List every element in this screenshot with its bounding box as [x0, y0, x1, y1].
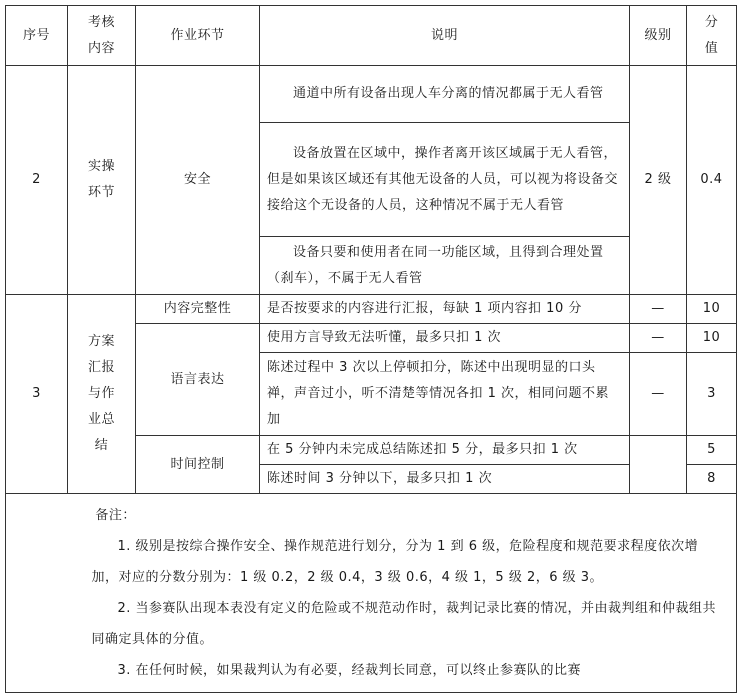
row-seq: 3 [6, 295, 68, 494]
row-content-line: 汇报 [87, 360, 115, 375]
row-desc: 设备放置在区域中，操作者离开该区域属于无人看管，但是如果该区域还有其他无设备的人员，可以视为将设备交接给这个无设备的人员，这种情况不属于无人看管 [260, 123, 630, 237]
row-content [68, 66, 136, 295]
header-content [68, 6, 136, 66]
row-desc: 在 5 分钟内未完成总结陈述扣 5 分，最多只扣 1 次 [260, 436, 630, 465]
row-content-line: 环节 [87, 185, 115, 200]
note-item: 1. 级别是按综合操作安全、操作规范进行划分，分为 1 到 6 级，危险程度和规范要求程度依次增加，对应的分数分别为：1 级 0.2，2 级 0.4，3 级 0.6，4 级 1，5 级 2，6 级 3。 [91, 539, 699, 585]
notes-cell [68, 494, 737, 693]
row-content [68, 295, 136, 494]
notes-row [6, 494, 737, 693]
row-score: 0.4 [687, 66, 737, 295]
row-desc: 使用方言导致无法听懂，最多只扣 1 次 [260, 324, 630, 353]
row-step: 内容完整性 [136, 295, 260, 324]
notes-spacer [6, 494, 68, 693]
header-desc: 说明 [260, 6, 630, 66]
header-row [6, 6, 737, 66]
row-score: 3 [687, 353, 737, 436]
header-score [687, 6, 737, 66]
header-level: 级别 [630, 6, 687, 66]
row-level: — [630, 295, 687, 324]
row-desc: 陈述时间 3 分钟以下，最多只扣 1 次 [260, 465, 630, 494]
table-row [6, 295, 737, 324]
row-score: 5 [687, 436, 737, 465]
header-content-line: 考核 [87, 14, 115, 30]
assessment-table [5, 5, 737, 693]
row-content-line: 方案 [87, 334, 115, 349]
row-content-line: 实操 [87, 159, 115, 174]
header-score-line: 分 [704, 14, 719, 30]
row-desc: 通道中所有设备出现人车分离的情况都属于无人看管 [260, 66, 630, 123]
row-level [630, 436, 687, 494]
header-content-line: 内容 [87, 40, 115, 56]
row-content-line: 与作 [87, 386, 115, 401]
header-step: 作业环节 [136, 6, 260, 66]
row-score: 8 [687, 465, 737, 494]
row-content-line: 业总 [87, 412, 115, 427]
table-row [6, 66, 737, 123]
row-content-line: 结 [94, 438, 109, 453]
row-desc: 是否按要求的内容进行汇报，每缺 1 项内容扣 10 分 [260, 295, 630, 324]
row-score: 10 [687, 324, 737, 353]
row-step: 时间控制 [136, 436, 260, 494]
row-level: 2 级 [630, 66, 687, 295]
row-score: 10 [687, 295, 737, 324]
header-seq: 序号 [6, 6, 68, 66]
notes-title: 备注： [95, 508, 136, 523]
row-seq: 2 [6, 66, 68, 295]
row-desc: 设备只要和使用者在同一功能区域，且得到合理处置（刹车），不属于无人看管 [260, 237, 630, 295]
row-step: 安全 [136, 66, 260, 295]
header-score-line: 值 [704, 40, 719, 56]
row-level: — [630, 324, 687, 353]
note-item: 3. 在任何时候，如果裁判认为有必要，经裁判长同意，可以终止参赛队的比赛 [117, 663, 582, 678]
row-step: 语言表达 [136, 324, 260, 436]
note-item: 2. 当参赛队出现本表没有定义的危险或不规范动作时，裁判记录比赛的情况，并由裁判组和仲裁组共同确定具体的分值。 [91, 601, 717, 647]
row-desc: 陈述过程中 3 次以上停顿扣分，陈述中出现明显的口头禅，声音过小，听不清楚等情况各扣 1 次，相同问题不累加 [260, 353, 630, 436]
row-level: — [630, 353, 687, 436]
